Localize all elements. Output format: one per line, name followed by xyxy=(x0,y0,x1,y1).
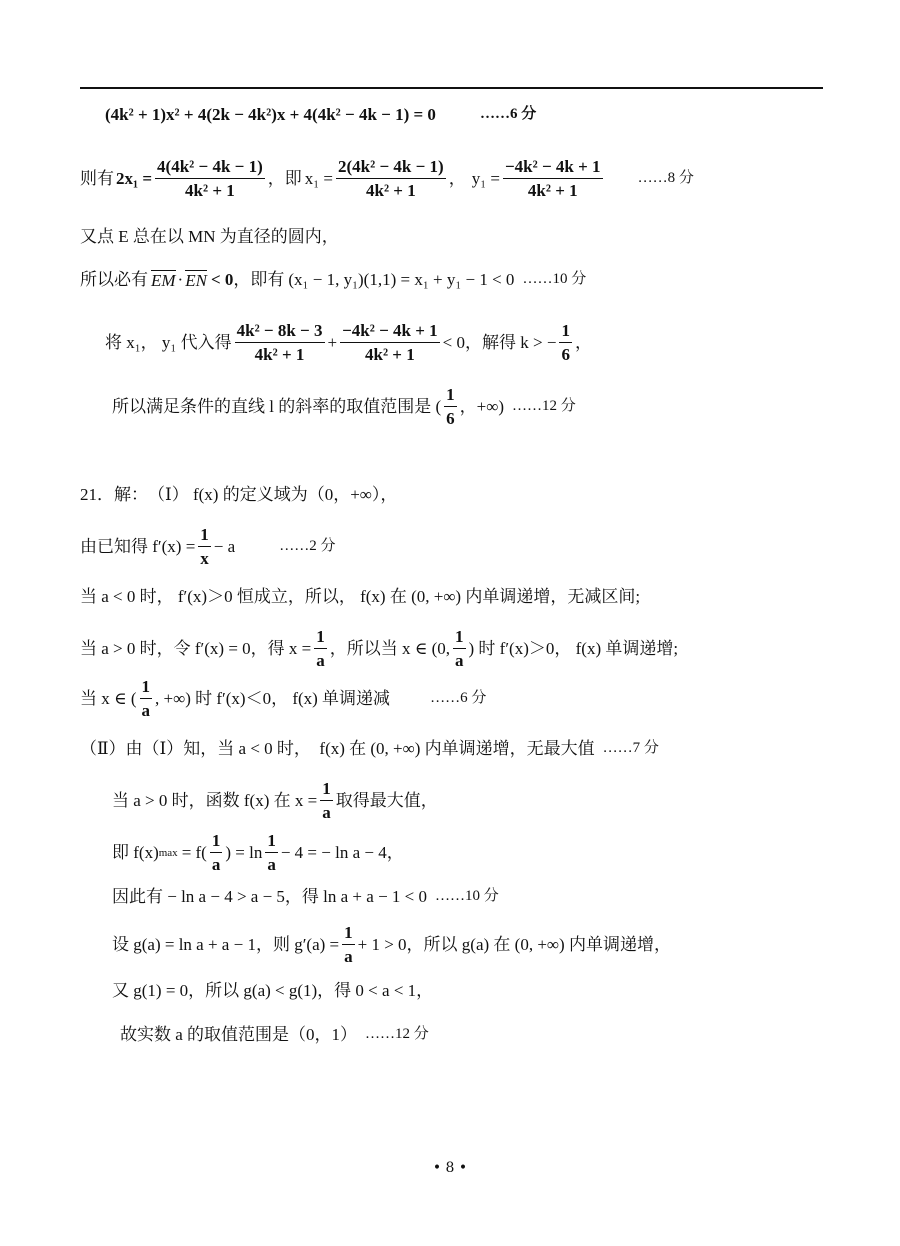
text-line-part-two xyxy=(80,740,659,757)
numerator: −4k² − 4k + 1 xyxy=(503,158,603,179)
equation-text: (4k² + 1)x² + 4(2k − 4k²)x + 4(4k² − 4k − 1) = 0 xyxy=(105,105,436,124)
score-mark: ……10 分 xyxy=(435,888,499,904)
text-mid: = f( xyxy=(181,843,207,862)
denominator: 4k² + 1 xyxy=(365,345,415,364)
text: 因此有 − ln a − 4 > a − 5，得 ln a + a − 1 < 0 xyxy=(112,887,427,906)
numerator: 1 xyxy=(140,678,153,699)
denominator: a xyxy=(455,651,464,670)
text-tail: , +∞) 时 f′(x)＜0， f(x) 单调递减 xyxy=(155,689,391,708)
fraction xyxy=(155,158,265,199)
text-prefix: 即 f(x) xyxy=(112,843,159,862)
text: 故实数 a 的取值范围是（0，1） xyxy=(120,1025,358,1044)
fraction xyxy=(340,322,440,363)
fraction xyxy=(503,158,603,199)
score-mark: ……6 分 xyxy=(479,106,537,122)
numerator: −4k² − 4k + 1 xyxy=(340,322,440,343)
text-tail: < 0，解得 k > − xyxy=(442,333,557,352)
numerator: 1 xyxy=(198,526,211,547)
text-mid: ，所以当 x ∈ (0, xyxy=(329,639,451,658)
equation-line-max xyxy=(112,780,438,821)
text: 又点 E 总在以 MN 为直径的圆内， xyxy=(80,227,339,246)
numerator: 2(4k² − 4k − 1) xyxy=(336,158,446,179)
text-prefix: 当 x ∈ ( xyxy=(80,689,137,708)
numerator: 1 xyxy=(320,780,333,801)
text-mid: ，即有 xyxy=(233,270,285,289)
text-mid: ) = ln xyxy=(225,843,263,862)
denominator: a xyxy=(211,855,221,874)
denominator: 4k² + 1 xyxy=(365,181,416,200)
score-mark: ……6 分 xyxy=(430,690,487,706)
text: 21．解： （Ⅰ） f(x) 的定义域为（0，+∞）， xyxy=(80,485,398,504)
fraction xyxy=(198,526,211,567)
denominator: a xyxy=(344,947,353,966)
numerator: 1 xyxy=(559,322,572,343)
text: 又 g(1) = 0，所以 g(a) < g(1)，得 0 < a < 1， xyxy=(112,981,434,1000)
text-prefix: 当 a > 0 时，函数 f(x) 在 x = xyxy=(112,791,318,810)
text-tail: + 1 > 0，所以 g(a) 在 (0, +∞) 内单调递增， xyxy=(357,935,671,954)
fraction xyxy=(559,322,572,363)
text-tail: − a xyxy=(213,537,236,556)
text-mid: ， xyxy=(448,169,466,188)
equation-line-slope-range xyxy=(112,386,576,427)
equation-line-substitute xyxy=(105,322,592,363)
text-prefix: 所以满足条件的直线 l 的斜率的取值范围是 ( xyxy=(112,397,442,416)
numerator: 1 xyxy=(314,628,327,649)
fraction xyxy=(444,386,457,427)
equation-line-dot-product xyxy=(80,270,586,289)
numerator: 1 xyxy=(210,832,223,853)
text-tail: 取得最大值， xyxy=(335,791,438,810)
equation-line-g-function xyxy=(112,924,671,965)
numerator: 1 xyxy=(265,832,278,853)
numerator: 1 xyxy=(453,628,466,649)
text-line-inequality xyxy=(112,888,499,905)
text-line-case-negative xyxy=(80,588,640,605)
vector-en: EN xyxy=(185,271,207,290)
text-mid: ，即 xyxy=(267,169,302,188)
denominator: 6 xyxy=(561,345,570,364)
numerator: 4(4k² − 4k − 1) xyxy=(155,158,265,179)
page-number: • 8 • xyxy=(432,1160,468,1176)
equation-line-quadratic xyxy=(105,106,536,123)
text: 当 a < 0 时， f′(x)＞0 恒成立，所以， f(x) 在 (0, +∞) 内单调递增，无减区间; xyxy=(80,587,641,606)
numerator: 4k² − 8k − 3 xyxy=(235,322,325,343)
fraction xyxy=(320,780,333,821)
text-prefix: 当 a > 0 时，令 f′(x) = 0，得 x = xyxy=(80,639,312,658)
score-mark: ……2 分 xyxy=(279,538,336,554)
fraction xyxy=(336,158,446,199)
lhs: y₁ = xyxy=(471,169,500,188)
text-prefix: 设 g(a) = ln a + a − 1，则 g′(a) = xyxy=(112,935,340,954)
text-prefix: 则有 xyxy=(80,169,114,188)
fraction xyxy=(314,628,327,669)
fraction xyxy=(235,322,325,363)
dot-operator: · xyxy=(177,270,184,289)
fraction xyxy=(210,832,223,873)
score-mark: ……10 分 xyxy=(522,271,587,287)
equation-line-roots xyxy=(80,158,694,199)
numerator: 1 xyxy=(342,924,355,945)
denominator: x xyxy=(200,549,209,568)
text-line-g-of-one xyxy=(112,982,433,999)
vector-em: EM xyxy=(151,271,176,290)
equation-line-derivative xyxy=(80,526,335,567)
text-line-conclusion xyxy=(120,1026,429,1043)
fraction xyxy=(342,924,355,965)
text-tail: ，+∞) xyxy=(459,397,505,416)
question-21-heading xyxy=(80,486,397,503)
equation-text: (x₁ − 1, y₁)(1,1) = x₁ + y₁ − 1 < 0 xyxy=(288,270,515,289)
inequality: < 0 xyxy=(210,270,234,289)
text: （Ⅱ）由（Ⅰ）知，当 a < 0 时， f(x) 在 (0, +∞) 内单调递增，无最大值 xyxy=(80,739,595,758)
text-prefix: 将 x₁， y₁ 代入得 xyxy=(105,333,232,352)
text-line-circle xyxy=(80,228,339,245)
numerator: 1 xyxy=(444,386,457,407)
denominator: 4k² + 1 xyxy=(185,181,235,200)
lhs: x₁ = xyxy=(304,169,334,188)
score-mark: ……7 分 xyxy=(602,740,659,756)
score-mark: ……8 分 xyxy=(637,170,694,186)
header-rule xyxy=(80,87,823,89)
plus-operator: + xyxy=(327,333,338,352)
text-end: ， xyxy=(574,333,592,352)
text-tail: ) 时 f′(x)＞0， f(x) 单调递增; xyxy=(468,639,679,658)
equation-line-decreasing xyxy=(80,678,486,719)
text-prefix: 所以必有 xyxy=(80,270,148,289)
denominator: 4k² + 1 xyxy=(254,345,305,364)
text-prefix: 由已知得 f′(x) = xyxy=(80,537,196,556)
fraction xyxy=(265,832,278,873)
denominator: 6 xyxy=(446,409,455,428)
equation-line-case-positive xyxy=(80,628,678,669)
fraction xyxy=(453,628,466,669)
denominator: 4k² + 1 xyxy=(527,181,578,200)
lhs: 2x₁ = xyxy=(116,169,153,188)
equation-line-max-value: 即 f(x) max = f( $\frac{1}{a}$ ) = ln $\frac{1}{a}$ − 4 = − ln a − 4， xyxy=(112,831,404,874)
denominator: a xyxy=(322,803,331,822)
score-mark: ……12 分 xyxy=(512,398,576,414)
score-mark: ……12 分 xyxy=(365,1026,429,1042)
fraction xyxy=(140,678,153,719)
denominator: a xyxy=(316,651,325,670)
denominator: a xyxy=(141,701,150,720)
denominator: a xyxy=(267,855,276,874)
text-tail: − 4 = − ln a − 4， xyxy=(280,843,404,862)
